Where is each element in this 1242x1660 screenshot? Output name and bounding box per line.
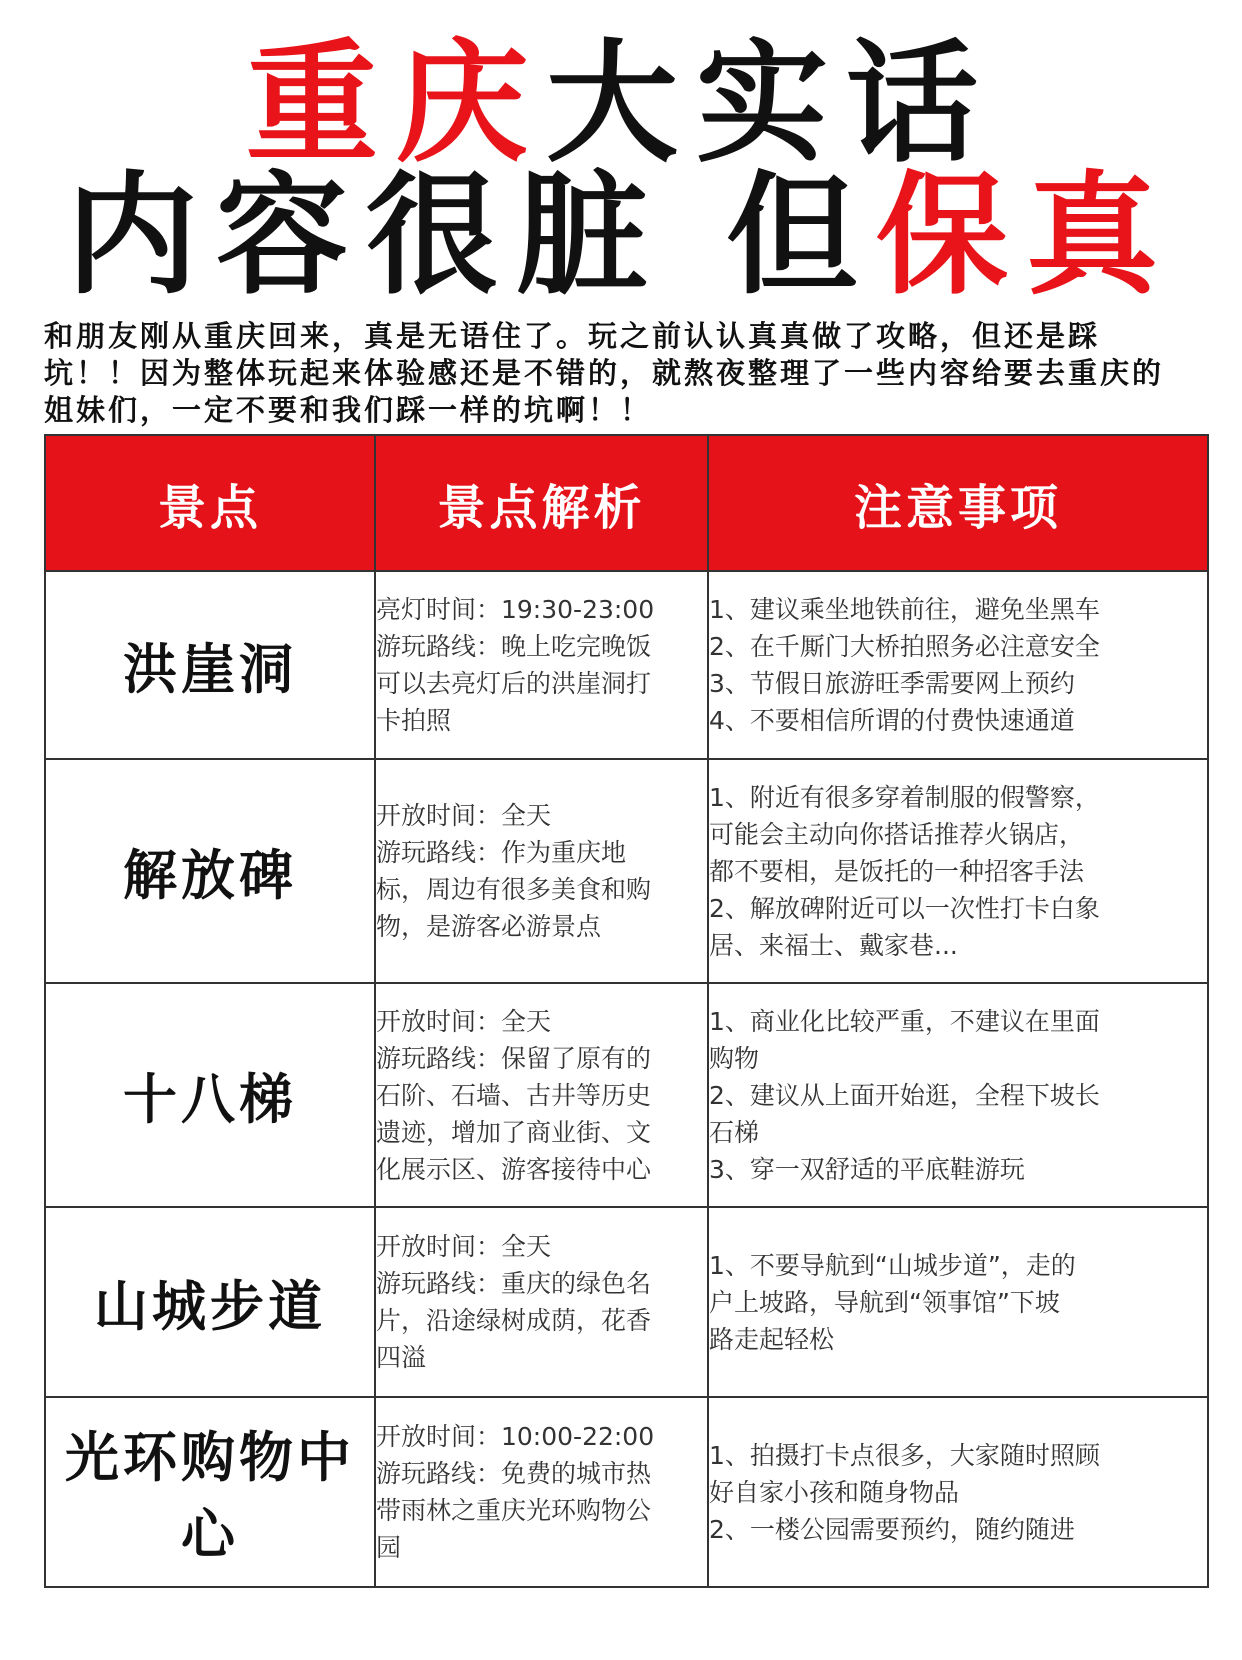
headline-black-dashihua: 大实话	[546, 27, 996, 181]
table-row	[45, 1207, 1208, 1397]
notes-line: 4、不要相信所谓的付费快速通道	[709, 706, 1075, 735]
header-spot: 景点	[45, 435, 375, 571]
notes-line: 2、建议从上面开始逛，全程下坡长	[709, 1080, 1100, 1110]
analysis-line: 开放时间：10:00-22:00	[376, 1422, 655, 1451]
table-row	[45, 983, 1208, 1207]
attractions-table	[44, 434, 1209, 1588]
spot-analysis	[375, 1207, 708, 1397]
notes-line: 1、附近有很多穿着制服的假警察，	[709, 782, 1100, 812]
analysis-line: 游玩路线：作为重庆地	[376, 838, 627, 867]
analysis-line: 石阶、石墙、古井等历史	[376, 1080, 652, 1110]
headline-black-but: 但	[726, 159, 876, 313]
analysis-line: 化展示区、游客接待中心	[376, 1154, 652, 1184]
analysis-line: 亮灯时间：19:30-23:00	[376, 595, 655, 624]
table-header-row	[45, 435, 1208, 571]
analysis-line: 物，是游客必游景点	[376, 912, 602, 941]
headline-line-2	[0, 159, 1242, 313]
notes-line: 居、来福士、戴家巷...	[709, 930, 958, 960]
table-row	[45, 1397, 1208, 1587]
header-notes: 注意事项	[708, 435, 1208, 571]
spot-analysis	[375, 571, 708, 759]
analysis-line: 四溢	[376, 1343, 427, 1372]
spot-name: 解放碑	[45, 759, 375, 983]
intro-paragraph: 和朋友刚从重庆回来，真是无语住了。玩之前认认真真做了攻略，但还是踩坑！！因为整体玩起来体验感还是不错的，就熬夜整理了一些内容给要去重庆的姐妹们，一定不要和我们踩一样的坑啊！！	[44, 319, 1165, 427]
analysis-line: 开放时间：全天	[376, 1232, 552, 1261]
headline-red-baozhen: 保真	[876, 159, 1176, 313]
notes-line: 户上坡路，导航到“领事馆”下坡	[709, 1287, 1060, 1317]
spot-notes	[708, 759, 1208, 983]
headline-line-1	[0, 27, 1242, 181]
analysis-line: 园	[376, 1533, 402, 1562]
notes-line: 1、建议乘坐地铁前往，避免坐黑车	[709, 595, 1100, 624]
notes-line: 2、在千厮门大桥拍照务必注意安全	[709, 632, 1100, 661]
notes-line: 1、拍摄打卡点很多，大家随时照顾	[709, 1440, 1100, 1470]
analysis-line: 遗迹，增加了商业街、文	[376, 1117, 652, 1147]
spot-notes	[708, 983, 1208, 1207]
analysis-line: 开放时间：全天	[376, 801, 552, 830]
notes-line: 石梯	[709, 1117, 760, 1147]
spot-notes	[708, 1397, 1208, 1587]
analysis-line: 片，沿途绿树成荫，花香	[376, 1306, 652, 1335]
analysis-line: 可以去亮灯后的洪崖洞打	[376, 669, 652, 698]
notes-line: 1、不要导航到“山城步道”，走的	[709, 1250, 1076, 1280]
spot-name: 光环购物中心	[45, 1397, 375, 1587]
headline-black-content: 内容很脏	[66, 159, 666, 313]
spot-notes	[708, 571, 1208, 759]
header-analysis: 景点解析	[375, 435, 708, 571]
notes-line: 可能会主动向你搭话推荐火锅店，	[709, 819, 1085, 849]
analysis-line: 带雨林之重庆光环购物公	[376, 1496, 652, 1525]
analysis-line: 游玩路线：重庆的绿色名	[376, 1269, 652, 1298]
notes-line: 都不要相，是饭托的一种招客手法	[709, 856, 1085, 886]
notes-line: 购物	[709, 1043, 760, 1073]
notes-line: 2、解放碑附近可以一次性打卡白象	[709, 893, 1100, 923]
analysis-line: 标，周边有很多美食和购	[376, 875, 652, 904]
spot-name: 山城步道	[45, 1207, 375, 1397]
analysis-line: 开放时间：全天	[376, 1006, 552, 1036]
spot-notes	[708, 1207, 1208, 1397]
notes-line: 2、一楼公园需要预约，随约随进	[709, 1514, 1075, 1544]
analysis-line: 游玩路线：保留了原有的	[376, 1043, 652, 1073]
notes-line: 3、节假日旅游旺季需要网上预约	[709, 669, 1075, 698]
analysis-line: 游玩路线：免费的城市热	[376, 1459, 652, 1488]
spot-analysis	[375, 983, 708, 1207]
notes-line: 3、穿一双舒适的平底鞋游玩	[709, 1154, 1025, 1184]
table-row	[45, 759, 1208, 983]
notes-line: 好自家小孩和随身物品	[709, 1477, 960, 1507]
spot-analysis	[375, 759, 708, 983]
notes-line: 路走起轻松	[709, 1324, 835, 1354]
table-row	[45, 571, 1208, 759]
notes-line: 1、商业化比较严重，不建议在里面	[709, 1006, 1100, 1036]
spot-analysis	[375, 1397, 708, 1587]
spot-name: 十八梯	[45, 983, 375, 1207]
analysis-line: 卡拍照	[376, 706, 452, 735]
analysis-line: 游玩路线：晚上吃完晚饭	[376, 632, 652, 661]
spot-name: 洪崖洞	[45, 571, 375, 759]
headline-red-chongqing: 重庆	[246, 27, 546, 181]
